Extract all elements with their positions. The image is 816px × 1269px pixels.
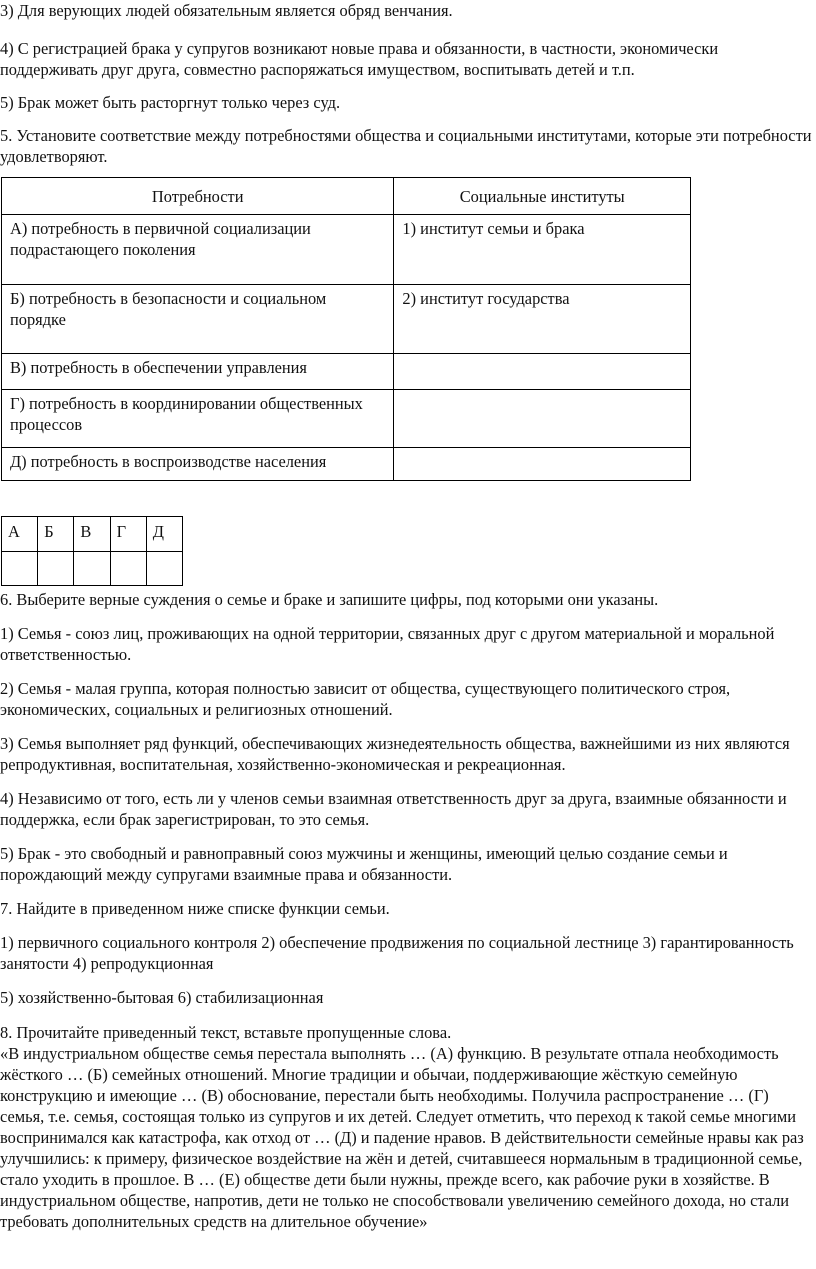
answer-cell[interactable]	[2, 552, 38, 586]
question-5-title: 5. Установите соответствие между потребностями общества и социальными институтами, которые эти потребности удовлетворяют.	[0, 126, 812, 166]
answer-header: В	[74, 517, 110, 552]
need-cell: Д) потребность в воспроизводстве населения	[2, 448, 394, 481]
q6-statement-5: 5) Брак - это свободный и равноправный союз мужчины и женщины, имеющий целью создание семьи и порождающий между супругами взаимные права и обязанности.	[0, 844, 728, 884]
answer-cell[interactable]	[74, 552, 110, 586]
answer-header: А	[2, 517, 38, 552]
answer-table	[1, 516, 183, 586]
q6-statement-2: 2) Семья - малая группа, которая полностью зависит от общества, существующего политического строя, экономических, социальных и религиозных отношений.	[0, 679, 731, 719]
institution-cell: 2) институт государства	[394, 285, 691, 354]
q7-options-1: 1) первичного социального контроля 2) обеспечение продвижения по социальной лестнице 3) гарантированность занятости 4) репродукционная	[0, 933, 794, 973]
q6-statement-4: 4) Независимо от того, есть ли у членов семьи взаимная ответственность друг за друга, взаимные обязанности и поддержка, если брак зарегистрирован, то это семья.	[0, 789, 787, 829]
institution-cell: 1) институт семьи и брака	[394, 215, 691, 285]
statement-3: 3) Для верующих людей обязательным является обряд венчания.	[0, 1, 453, 20]
answer-cell[interactable]	[38, 552, 74, 586]
q8-text: «В индустриальном обществе семья перестала выполнять … (А) функцию. В результате отпала необходимость жёсткого … (Б) семейных отношений. Многие традиции и обычаи, поддерживающие жёсткую семейную конструкцию и имеющие … (В) обоснование, перестали быть необходимы. Получила распространение … (Г) семья, т.е. семья, состоящая только из супругов и их детей. Следует отметить, что переход к такой семье многими воспринимался как катастрофа, как отход от … (Д) и падение нравов. В действительности семейные нравы как раз улучшились: к примеру, физическое воздействие на жён и детей, считавшееся нормальным в традиционной семье, стало уходить в прошлое. В … (Е) обществе дети были нужны, прежде всего, как рабочие руки в хозяйстве. В индустриальном обществе, напротив, дети не только не способствовали увеличению семейного дохода, но стали требовать дополнительных средств на длительное обучение»	[0, 1044, 804, 1231]
matching-table	[1, 177, 691, 481]
institution-cell	[394, 448, 691, 481]
q6-statement-3: 3) Семья выполняет ряд функций, обеспечивающих жизнедеятельность общества, важнейшими из них являются репродуктивная, воспитательная, хозяйственно-экономическая и рекреационная.	[0, 734, 790, 774]
institution-cell	[394, 390, 691, 448]
need-cell: А) потребность в первичной социализации подрастающего поколения	[2, 215, 394, 285]
question-8-title: 8. Прочитайте приведенный текст, вставьте пропущенные слова.	[0, 1023, 452, 1042]
q7-options-2: 5) хозяйственно-бытовая 6) стабилизационная	[0, 988, 324, 1007]
answer-header: Г	[110, 517, 146, 552]
answer-header: Б	[38, 517, 74, 552]
statement-4: 4) С регистрацией брака у супругов возникают новые права и обязанности, в частности, экономически поддерживать друг друга, совместно распоряжаться имуществом, воспитывать детей и т.п.	[0, 39, 719, 79]
q6-statement-1: 1) Семья - союз лиц, проживающих на одной территории, связанных друг с другом материальной и моральной ответственностью.	[0, 624, 775, 664]
answer-cell[interactable]	[110, 552, 146, 586]
question-7-title: 7. Найдите в приведенном ниже списке функции семьи.	[0, 899, 390, 918]
need-cell: Г) потребность в координировании общественных процессов	[2, 390, 394, 448]
answer-cell[interactable]	[146, 552, 182, 586]
institution-cell	[394, 354, 691, 390]
header-institutions: Социальные институты	[394, 178, 691, 215]
need-cell: Б) потребность в безопасности и социальном порядке	[2, 285, 394, 354]
header-needs: Потребности	[2, 178, 394, 215]
question-6-title: 6. Выберите верные суждения о семье и браке и запишите цифры, под которыми они указаны.	[0, 590, 659, 609]
need-cell: В) потребность в обеспечении управления	[2, 354, 394, 390]
statement-5: 5) Брак может быть расторгнут только через суд.	[0, 93, 341, 112]
answer-header: Д	[146, 517, 182, 552]
